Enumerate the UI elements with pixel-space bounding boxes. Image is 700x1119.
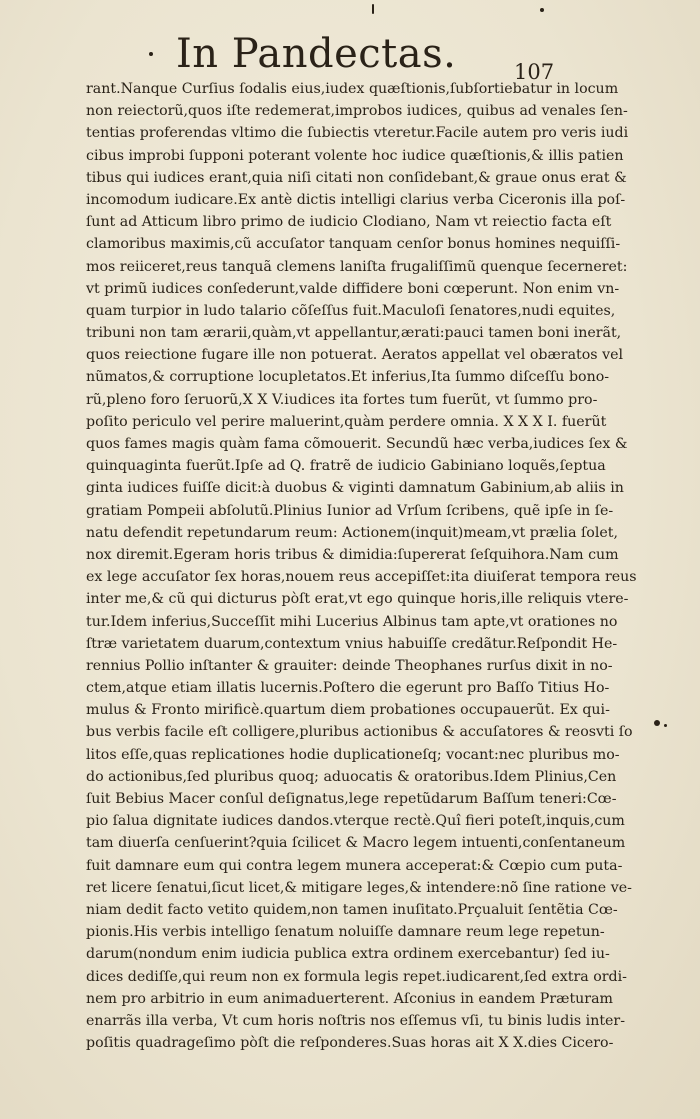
text-line: cibus improbi ſupponi poterant volente hoc iudice quæſtionis,& illis patien <box>86 147 624 164</box>
text-line: ginta iudices fuiſſe dicit:à duobus & viginti damnatum Gabinium,ab aliis in <box>86 480 624 497</box>
text-line: tam diuerſa cenſuerint?quia ſcilicet & Macro legem intuenti,conſentaneum <box>86 835 626 852</box>
text-line: rũ,pleno foro ſeruorũ,X X V.iudices ita fortes tum fuerũt, vt ſummo pro- <box>86 391 598 408</box>
page-number: 107 <box>514 60 555 84</box>
text-line: do actionibus,ſed pluribus quoq; aduocatis & oratoribus.Idem Plinius,Cen <box>86 768 617 785</box>
text-line: ret licere ſenatui,ſicut licet,& mitigare leges,& intendere:nõ ſine ratione ve- <box>86 879 632 896</box>
text-line: quinquaginta fuerũt.Ipſe ad Q. fratrẽ de iudicio Gabiniano loquẽs,ſeptua <box>86 458 606 475</box>
text-line: ctem,atque etiam illatis lucernis.Poſtero die egerunt pro Baſſo Titius Ho- <box>86 680 610 697</box>
text-line: pio ſalua dignitate iudices dandos.vterque rectè.Quî fieri poteſt,inquis,cum <box>86 813 625 830</box>
text-line: ſunt ad Atticum libro primo de iudicio Clodiano, Nam vt reiectio facta eſt <box>86 214 612 231</box>
running-header-title: In Pandectas. <box>176 31 457 77</box>
text-line: tur.Idem inferius,Succeſſit mihi Lucerius Albinus tam apte,vt orationes no <box>86 613 618 630</box>
text-line: tribuni non tam ærarii,quàm,vt appellantur,ærati:pauci tamen boni inerãt, <box>86 325 622 342</box>
text-line: vt primũ iudices conſederunt,valde diffidere boni cœperunt. Non enim vn- <box>86 280 620 297</box>
text-line: nem pro arbitrio in eum animaduerterent. Aſconius in eandem Præturam <box>86 990 614 1007</box>
text-line: quos reiectione fugare ille non potuerat. Aeratos appellat vel obæratos vel <box>86 347 624 364</box>
text-line: natu defendit repetundarum reum: Actionem(inquit)meam,vt prælia ſolet, <box>86 524 618 541</box>
text-line: mulus & Fronto mirificè.quartum diem probationes occupauerũt. Ex qui- <box>86 702 610 719</box>
text-line: nox diremit.Egeram horis tribus & dimidia:ſupererat ſeſquihora.Nam cum <box>86 546 619 563</box>
text-line: nũmatos,& corruptione locupletatos.Et inferius,Ita ſummo diſceſſu bono- <box>86 369 610 386</box>
text-line: quos fames magis quàm fama cõmouerit. Secundũ hæc verba,iudices ſex & <box>86 436 628 452</box>
text-line: poſito periculo vel perire maluerint,quàm perdere omnia. X X X I. fuerũt <box>86 413 607 430</box>
text-line: non reiectorũ,quos iſte redemerat,improbos iudices, quibus ad venales ſen- <box>86 103 628 120</box>
text-line: incomodum iudicare.Ex antè dictis intelligi clarius verba Ciceronis illa poſ- <box>86 191 626 208</box>
text-line: gratiam Pompeii abſolutũ.Plinius Iunior ad Vrſum ſcribens, quẽ ipſe in ſe- <box>86 502 614 519</box>
text-line: enarrãs illa verba, Vt cum horis noſtris nos eſſemus vſi, tu binis ludis inter- <box>86 1012 626 1029</box>
ink-speck <box>540 8 544 12</box>
text-line: dices dediſſe,qui reum non ex formula legis repet.iudicarent,ſed extra ordi- <box>86 968 627 985</box>
ink-speck <box>664 724 667 727</box>
text-line: tentias proferendas vltimo die ſubiectis vteretur.Facile autem pro veris iudi <box>86 125 629 142</box>
text-line: pionis.His verbis intelligo ſenatum noluiſſe damnare reum lege repetun- <box>86 924 605 941</box>
text-line: inter me,& cũ qui dicturus pòſt erat,vt ego quinque horis,ille reliquis vtere- <box>86 591 629 608</box>
ink-speck <box>149 52 153 56</box>
text-line: ex lege accuſator ſex horas,nouem reus accepiſſet:ita diuiſerat tempora reus <box>86 569 637 586</box>
text-line: rant.Nanque Curſius ſodalis eius,iudex quæſtionis,ſubſortiebatur in locum <box>86 81 619 97</box>
text-line: litos eſſe,quas replicationes hodie duplicationeſq; vocant:nec pluribus mo- <box>86 746 620 763</box>
text-line: quam turpior in ludo talario cõſeſſus fuit.Maculoſi ſenatores,nudi equites, <box>86 302 616 319</box>
text-line: ſtræ varietatem duarum,contextum vnius habuiſſe credãtur.Reſpondit He- <box>86 635 618 652</box>
ink-speck <box>372 4 374 14</box>
text-line: bus verbis facile eſt colligere,pluribus actionibus & accuſatores & reosvti ſo <box>86 724 633 741</box>
text-line: ſuit Bebius Macer conſul deſignatus,lege repetũdarum Baſſum teneri:Cœ- <box>86 791 617 807</box>
text-line: poſitis quadrageſimo pòſt die reſponderes.Suas horas ait X X.dies Cicero- <box>86 1035 614 1052</box>
ink-speck <box>654 720 660 726</box>
text-line: tibus qui iudices erant,quia niſi citati non conſidebant,& graue onus erat & <box>86 169 627 186</box>
text-line: darum(nondum enim iudicia publica extra ordinem exercebantur) ſed iu- <box>86 946 610 963</box>
text-line: fuit damnare eum qui contra legem munera acceperat:& Cœpio cum puta- <box>86 857 623 874</box>
text-line: niam dedit facto vetito quidem,non tamen inuſitato.Prçualuit ſentẽtia Cœ- <box>86 901 618 918</box>
body-text <box>86 78 637 1054</box>
text-line: clamoribus maximis,cũ accuſator tanquam cenſor bonus homines nequiſſi- <box>86 236 621 253</box>
text-line: rennius Pollio inſtanter & grauiter: deinde Theophanes rurſus dixit in no- <box>86 657 613 674</box>
text-line: mos reiiceret,reus tanquã clemens laniſta frugaliſſimũ quenque ſecerneret: <box>86 258 628 275</box>
